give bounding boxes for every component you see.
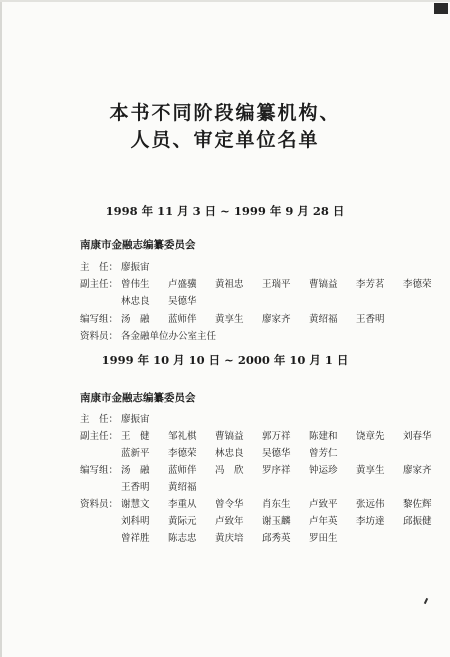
name-list xyxy=(121,462,450,496)
person-name: 林忠良 xyxy=(121,296,150,307)
person-name: 冯 欣 xyxy=(215,465,244,476)
person-name: 卢盛骥 xyxy=(168,279,197,290)
person-name: 邱振健 xyxy=(403,516,432,527)
person-name: 黄享生 xyxy=(356,465,385,476)
person-name: 曹镐益 xyxy=(215,431,244,442)
person-name: 蓝新平 xyxy=(121,448,150,459)
person-name: 黄祖忠 xyxy=(215,279,244,290)
section-2-committee: 南康市金融志编纂委员会 xyxy=(80,392,196,404)
person-name: 各金融单位办公室主任 xyxy=(121,331,217,342)
role-label: 编写组： xyxy=(80,314,119,325)
person-name: 邹礼棋 xyxy=(168,431,197,442)
person-name: 邱秀英 xyxy=(262,533,291,544)
title-line-1: 本书不同阶段编纂机构、 xyxy=(109,102,341,124)
page-title xyxy=(0,100,450,154)
person-name: 吴德华 xyxy=(262,448,291,459)
person-name: 罗田生 xyxy=(309,533,338,544)
person-name: 李芳茗 xyxy=(356,279,385,290)
person-name: 曹镐益 xyxy=(309,279,338,290)
person-name: 卢年英 xyxy=(309,516,338,527)
person-name: 王瑞平 xyxy=(262,279,291,290)
person-name: 林忠良 xyxy=(215,448,244,459)
person-name: 刘科明 xyxy=(121,516,150,527)
person-name: 曾祥胜 xyxy=(121,533,150,544)
name-list xyxy=(121,311,450,328)
person-name: 黄庆培 xyxy=(215,533,244,544)
scan-speck xyxy=(424,598,428,604)
person-name: 黄绍福 xyxy=(309,314,338,325)
role-label: 编写组： xyxy=(80,465,119,476)
person-name: 廖家齐 xyxy=(403,465,432,476)
person-name: 汤 融 xyxy=(121,314,150,325)
person-name: 李德荣 xyxy=(403,279,432,290)
person-name: 黄际元 xyxy=(168,516,197,527)
person-name: 郭万祥 xyxy=(262,431,291,442)
role-label: 副主任： xyxy=(80,279,119,290)
section-2-dates: 1999 年 10 月 10 日 ~ 2000 年 10 月 1 日 xyxy=(101,353,349,367)
person-name: 卢致年 xyxy=(215,516,244,527)
person-name: 卢致平 xyxy=(309,499,338,510)
person-name: 李德荣 xyxy=(168,448,197,459)
person-name: 王香明 xyxy=(121,482,150,493)
person-name: 李重从 xyxy=(168,499,197,510)
person-name: 张远伟 xyxy=(356,499,385,510)
person-name: 钟运珍 xyxy=(309,465,338,476)
person-name: 廖振宙 xyxy=(121,262,150,273)
person-name: 饶章先 xyxy=(356,431,385,442)
person-name: 蓝师伴 xyxy=(168,465,197,476)
person-name: 谢玉麟 xyxy=(262,516,291,527)
person-name: 陈志忠 xyxy=(168,533,197,544)
person-name: 吴德华 xyxy=(168,296,197,307)
role-label: 资料员： xyxy=(80,499,119,510)
role-label: 副主任： xyxy=(80,431,119,442)
name-list xyxy=(121,276,450,310)
person-name: 陈建和 xyxy=(309,431,338,442)
person-name: 曾令华 xyxy=(215,499,244,510)
person-name: 廖家齐 xyxy=(262,314,291,325)
person-name: 刘春华 xyxy=(403,431,432,442)
person-name: 肖东生 xyxy=(262,499,291,510)
name-list xyxy=(121,328,450,345)
person-name: 罗序祥 xyxy=(262,465,291,476)
person-name: 李坊達 xyxy=(356,516,385,527)
title-line-2: 人员、审定单位名单 xyxy=(130,129,320,151)
person-name: 廖振宙 xyxy=(121,414,150,425)
name-list xyxy=(121,259,450,276)
person-name: 蓝师伴 xyxy=(168,314,197,325)
person-name: 黄绍福 xyxy=(168,482,197,493)
role-label: 资料员： xyxy=(80,331,119,342)
person-name: 曾伟生 xyxy=(121,279,150,290)
person-name: 王 健 xyxy=(121,431,150,442)
person-name: 谢慧文 xyxy=(121,499,150,510)
section-1-dates: 1998 年 11 月 3 日 ~ 1999 年 9 月 28 日 xyxy=(105,204,345,218)
person-name: 黎佐辉 xyxy=(403,499,432,510)
name-list xyxy=(121,496,450,547)
scan-left-edge xyxy=(0,0,2,657)
scan-top-edge xyxy=(0,0,450,2)
corner-mark xyxy=(434,3,448,14)
person-name: 黄享生 xyxy=(215,314,244,325)
section-1-committee: 南康市金融志编纂委员会 xyxy=(80,239,196,251)
name-list xyxy=(121,428,450,462)
name-list xyxy=(121,411,450,428)
role-label: 主 任： xyxy=(80,262,119,273)
person-name: 王香明 xyxy=(356,314,385,325)
role-label: 主 任： xyxy=(80,414,119,425)
person-name: 曾芳仁 xyxy=(309,448,338,459)
person-name: 汤 融 xyxy=(121,465,150,476)
